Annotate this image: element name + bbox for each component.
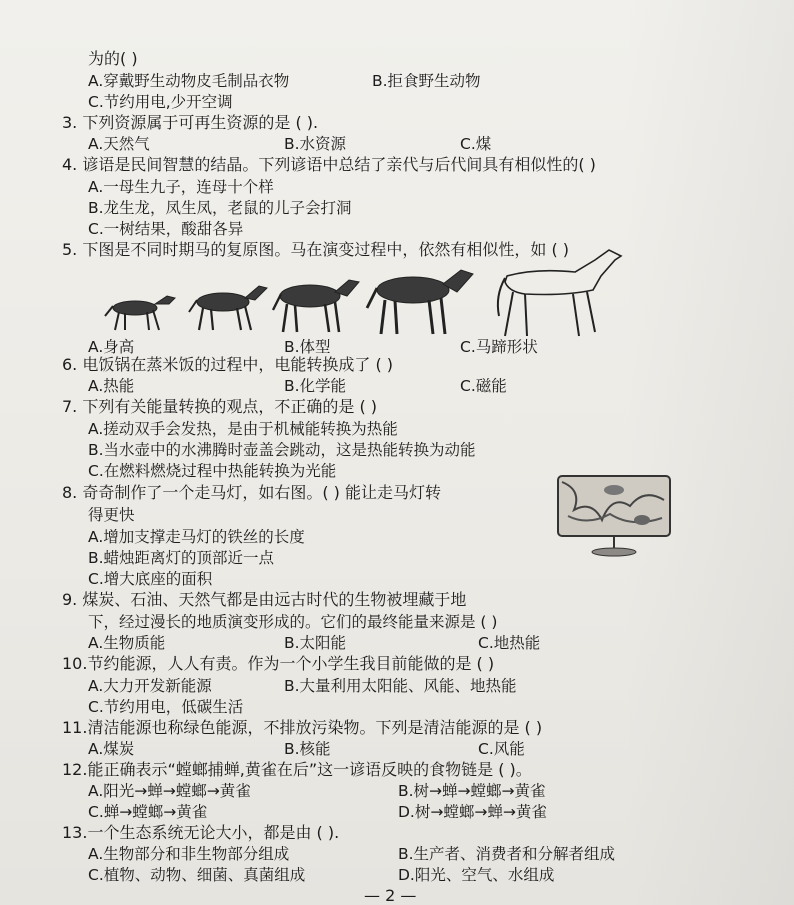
- q11-option-b: B.核能: [284, 740, 331, 758]
- horse-3-icon: [273, 280, 359, 332]
- q11-stem: 11.清洁能源也称绿色能源，不排放污染物。下列是清洁能源的是 ( ): [62, 718, 543, 737]
- q9-stem-cont: 下，经过漫长的地质演变形成的。它们的最终能量来源是 ( ): [88, 613, 498, 631]
- q9-option-a: A.生物质能: [88, 634, 166, 652]
- q2-option-b: B.拒食野生动物: [372, 72, 481, 90]
- q13-option-d: D.阳光、空气、水组成: [398, 866, 555, 884]
- q12-stem: 12.能正确表示“螳螂捕蝉,黄雀在后”这一谚语反映的食物链是 ( )。: [62, 760, 532, 779]
- q6-option-b: B.化学能: [284, 377, 347, 395]
- q6-option-c: C.磁能: [460, 377, 507, 395]
- q13-option-c: C.植物、动物、细菌、真菌组成: [88, 866, 306, 884]
- q8-option-a: A.增加支撑走马灯的铁丝的长度: [88, 528, 305, 546]
- q4-option-a: A.一母生九子，连母十个样: [88, 178, 274, 196]
- horse-2-icon: [189, 286, 267, 330]
- q7-stem: 7. 下列有关能量转换的观点，不正确的是 ( ): [62, 397, 378, 416]
- q4-option-b: B.龙生龙，凤生凤，老鼠的儿子会打洞: [88, 199, 352, 217]
- q13-option-b: B.生产者、消费者和分解者组成: [398, 845, 616, 863]
- q10-stem: 10.节约能源，人人有责。作为一个小学生我目前能做的是 ( ): [62, 654, 495, 673]
- q3-option-c: C.煤: [460, 135, 492, 153]
- q8-option-b: B.蜡烛距离灯的顶部近一点: [88, 549, 275, 567]
- q9-option-b: B.太阳能: [284, 634, 347, 652]
- horse-1-icon: [105, 296, 175, 330]
- bleed-through-shadow: [624, 0, 794, 905]
- q7-option-b: B.当水壶中的水沸腾时壶盖会跳动，这是热能转换为动能: [88, 441, 476, 459]
- q3-option-b: B.水资源: [284, 135, 347, 153]
- horse-5-icon: [498, 250, 621, 336]
- q13-option-a: A.生物部分和非生物部分组成: [88, 845, 290, 863]
- q6-stem: 6. 电饭锅在蒸米饭的过程中，电能转换成了 ( ): [62, 355, 394, 374]
- q5-option-c: C.马蹄形状: [460, 338, 538, 356]
- q5-option-a: A.身高: [88, 338, 135, 356]
- q9-stem: 9. 煤炭、石油、天然气都是由远古时代的生物被埋藏于地: [62, 590, 467, 609]
- q8-option-c: C.增大底座的面积: [88, 570, 213, 588]
- lantern-figure: [552, 470, 678, 560]
- horse-evolution-figure: [95, 246, 635, 338]
- q2-option-c: C.节约用电,少开空调: [88, 93, 233, 111]
- q9-option-c: C.地热能: [478, 634, 541, 652]
- q13-stem: 13.一个生态系统无论大小，都是由 ( ).: [62, 823, 340, 842]
- q8-stem-cont: 得更快: [88, 506, 135, 524]
- q7-option-c: C.在燃料燃烧过程中热能转换为光能: [88, 462, 337, 480]
- q4-stem: 4. 谚语是民间智慧的结晶。下列谚语中总结了亲代与后代间具有相似性的( ): [62, 155, 596, 174]
- q11-option-c: C.风能: [478, 740, 525, 758]
- q2-option-a: A.穿戴野生动物皮毛制品衣物: [88, 72, 290, 90]
- q10-option-a: A.大力开发新能源: [88, 677, 212, 695]
- q8-stem: 8. 奇奇制作了一个走马灯，如右图。( ) 能让走马灯转: [62, 483, 442, 502]
- q2-tail: 为的( ): [88, 49, 138, 68]
- horse-4-icon: [367, 270, 473, 334]
- q5-option-b: B.体型: [284, 338, 331, 356]
- q5-stem: 5. 下图是不同时期马的复原图。马在演变过程中，依然有相似性，如 ( ): [62, 240, 570, 259]
- q12-option-c: C.蝉→螳螂→黄雀: [88, 803, 208, 821]
- q10-option-c: C.节约用电，低碳生活: [88, 698, 244, 716]
- q3-stem: 3. 下列资源属于可再生资源的是 ( ).: [62, 113, 319, 132]
- q6-option-a: A.热能: [88, 377, 135, 395]
- q11-option-a: A.煤炭: [88, 740, 135, 758]
- page-number: — 2 —: [364, 886, 417, 905]
- q12-option-d: D.树→螳螂→蝉→黄雀: [398, 803, 547, 821]
- q10-option-b: B.大量利用太阳能、风能、地热能: [284, 677, 517, 695]
- q3-option-a: A.天然气: [88, 135, 150, 153]
- q12-option-a: A.阳光→蝉→螳螂→黄雀: [88, 782, 251, 800]
- q4-option-c: C.一树结果，酸甜各异: [88, 220, 244, 238]
- q7-option-a: A.搓动双手会发热，是由于机械能转换为热能: [88, 420, 398, 438]
- q12-option-b: B.树→蝉→螳螂→黄雀: [398, 782, 546, 800]
